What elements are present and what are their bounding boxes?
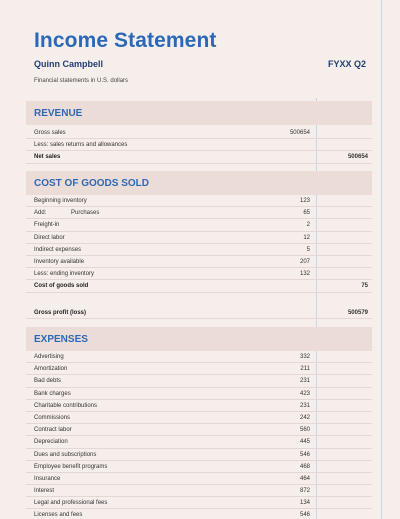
row-total: 75: [361, 283, 368, 290]
row-value: 132: [299, 271, 310, 278]
row-value: 231: [299, 402, 310, 409]
revenue-heading-band: [26, 101, 372, 125]
row-label: Less: ending inventory: [34, 271, 95, 278]
row-label: Depreciation: [34, 439, 68, 446]
row-value: 211: [300, 366, 310, 373]
expense-row: [26, 363, 372, 375]
row-label: Commissions: [34, 414, 71, 421]
fiscal-period: FYXX Q2: [327, 59, 366, 69]
row-value: 560: [299, 427, 310, 434]
row-label: Interest: [34, 488, 55, 495]
row-label: Gross profit (loss): [34, 309, 87, 316]
row-total: 500654: [347, 154, 368, 161]
expense-row: [26, 497, 372, 509]
expense-row: [26, 424, 372, 436]
revenue-row: [26, 139, 372, 151]
company-name: Quinn Campbell: [34, 59, 104, 69]
row-total: 500579: [347, 309, 368, 316]
row-value: 134: [299, 500, 310, 507]
row-value: 500654: [289, 130, 310, 136]
expense-row: [26, 400, 372, 412]
row-value: 12: [303, 234, 310, 241]
row-label: Legal and professional fees: [34, 500, 108, 507]
page-title: Income Statement: [34, 29, 217, 52]
cogs-row: [26, 232, 372, 244]
row-label: Dues and subscriptions: [34, 451, 97, 458]
cogs-heading: COST OF GOODS SOLD: [34, 178, 150, 189]
gross-profit-row: [26, 307, 372, 319]
row-label: Employee benefit programs: [34, 463, 108, 470]
row-label: Freight-in: [34, 222, 60, 229]
expense-row: [26, 449, 372, 461]
row-value: 464: [299, 475, 310, 482]
row-value: 65: [303, 210, 310, 217]
page-guide-line: [381, 0, 382, 519]
expense-row: [26, 485, 372, 497]
row-label: Bank charges: [34, 390, 71, 397]
revenue-heading: REVENUE: [34, 108, 83, 119]
row-value: 423: [299, 390, 310, 397]
row-label: Insurance: [34, 475, 61, 482]
expenses-heading-band: [26, 327, 372, 351]
row-label: Cost of goods sold: [34, 283, 89, 290]
page-subtitle: Financial statements in U.S. dollars: [34, 78, 129, 84]
row-value: 872: [299, 488, 310, 495]
expense-row: [26, 351, 372, 363]
expense-row: [26, 388, 372, 400]
row-label: Contract labor: [34, 427, 72, 434]
expense-row: [26, 461, 372, 473]
row-value: 546: [299, 451, 310, 458]
cogs-row: [26, 219, 372, 231]
cogs-section: [26, 171, 372, 319]
row-label: Direct labor: [34, 234, 65, 241]
row-value: 5: [306, 246, 310, 253]
cogs-heading-band: [26, 171, 372, 195]
row-label: Licenses and fees: [34, 512, 83, 519]
row-value: 445: [299, 439, 310, 446]
row-value: 207: [299, 258, 310, 265]
row-label: Advertising: [34, 354, 64, 360]
revenue-row: [26, 127, 372, 139]
row-value: 546: [299, 512, 310, 519]
net-sales-row: [26, 151, 372, 163]
row-label: Add:: [34, 210, 47, 217]
expense-row: [26, 473, 372, 485]
expense-row: [26, 412, 372, 424]
row-label: Net sales: [34, 154, 61, 161]
expense-row: [26, 509, 372, 519]
expense-row: [26, 375, 372, 387]
row-value: 2: [306, 222, 310, 229]
cogs-row: [26, 244, 372, 256]
row-label: Amortization: [34, 366, 68, 373]
expenses-section: [26, 327, 372, 519]
row-value: 242: [299, 414, 310, 421]
row-value: 231: [299, 378, 310, 385]
row-label: Beginning inventory: [34, 198, 87, 204]
cogs-row: [26, 268, 372, 280]
row-value: 332: [299, 354, 310, 360]
expense-row: [26, 436, 372, 448]
row-label: Charitable contributions: [34, 402, 98, 409]
row-label: Bad debts: [34, 378, 62, 385]
expenses-heading: EXPENSES: [34, 334, 88, 345]
cogs-row: [26, 207, 372, 219]
row-label: Inventory available: [34, 258, 85, 265]
cogs-row: [26, 195, 372, 207]
cogs-row: [26, 256, 372, 268]
row-value: 468: [299, 463, 310, 470]
row-label: Less: sales returns and allowances: [34, 142, 128, 149]
spacer-row: [26, 293, 372, 307]
cogs-total-row: [26, 280, 372, 292]
row-value: 123: [299, 198, 310, 204]
row-sublabel: Purchases: [71, 210, 100, 217]
row-label: Indirect expenses: [34, 246, 82, 253]
revenue-section: [26, 101, 372, 164]
row-label: Gross sales: [34, 130, 66, 136]
